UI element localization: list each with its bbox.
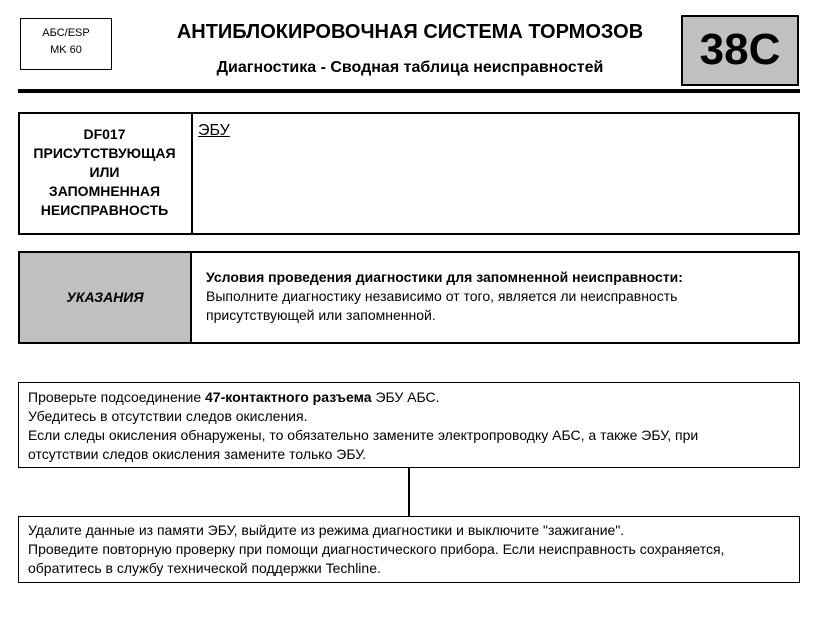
system-id-box [20, 18, 112, 70]
page-subtitle: Диагностика - Сводная таблица неисправностей [216, 59, 604, 76]
step-1-line: Убедитесь в отсутствии следов окисления. [28, 408, 308, 424]
fault-status-line: ПРИСУТСТВУЮЩАЯ [33, 145, 176, 161]
step-1-text [28, 388, 793, 464]
instructions-body: Выполните диагностику независимо от того, является ли неисправность присутствующей или запомненной. [206, 288, 678, 323]
fault-status-line: ЗАПОМНЕННАЯ [48, 183, 161, 199]
chapter-badge: 38C [681, 15, 799, 86]
fault-status-line: НЕИСПРАВНОСТЬ [40, 202, 169, 218]
fault-status-line: ИЛИ [89, 164, 120, 180]
system-line-1: АБС/ESP [42, 27, 90, 39]
instructions-content [206, 268, 786, 325]
header-divider [18, 89, 800, 93]
step-2-line: Проведите повторную проверку при помощи диагностического прибора. Если неисправность сохраняется, [28, 541, 725, 557]
page-title: АНТИБЛОКИРОВОЧНАЯ СИСТЕМА ТОРМОЗОВ [176, 21, 644, 43]
step-1-line: отсутствии следов окисления замените только ЭБУ. [28, 446, 367, 462]
instructions-label: УКАЗАНИЯ [20, 253, 192, 342]
step-1-line [28, 388, 793, 407]
step-1-line-bold: 47-контактного разъема [205, 389, 372, 405]
step-1-line-pre: Проверьте подсоединение [28, 389, 206, 405]
flow-connector [408, 468, 410, 517]
step-2-text [28, 521, 793, 578]
system-line-2: MK 60 [50, 44, 82, 56]
step-1-line: Если следы окисления обнаружены, то обязательно замените электропроводку АБС, а также ЭБУ, при [28, 427, 699, 443]
instructions-title: Условия проведения диагностики для запомненной неисправности: [206, 269, 683, 285]
fault-component: ЭБУ [198, 122, 230, 139]
step-1-line-post: ЭБУ АБС. [371, 389, 440, 405]
step-2-line: Удалите данные из памяти ЭБУ, выйдите из режима диагностики и выключите "зажигание". [28, 522, 625, 538]
fault-code-cell [18, 112, 193, 235]
fault-code: DF017 [83, 126, 126, 142]
step-2-line: обратитесь в службу технической поддержки Techline. [28, 560, 381, 576]
